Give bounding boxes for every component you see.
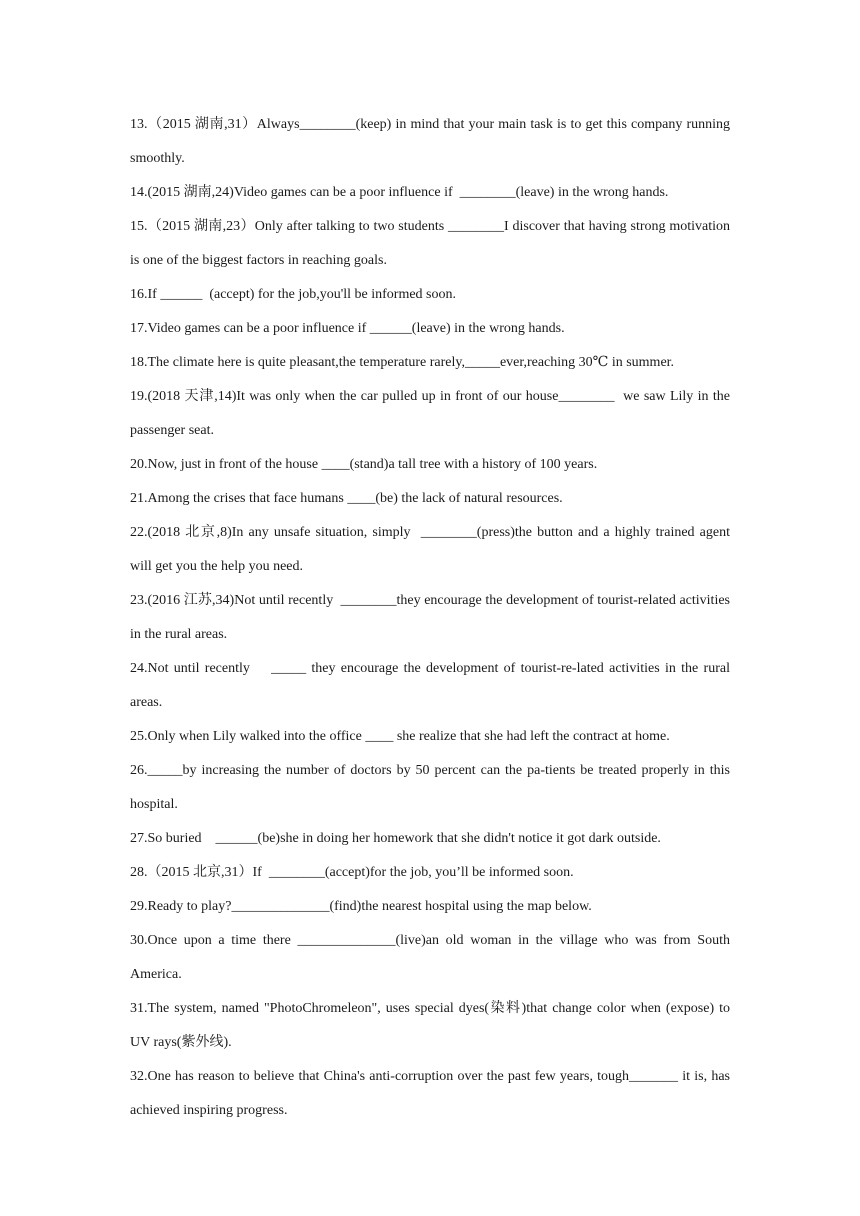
question-25: 25.Only when Lily walked into the office ____ she realize that she had left the contract at home. [130, 729, 670, 744]
question-17: 17.Video games can be a poor influence if ______(leave) in the wrong hands. [130, 321, 565, 336]
question-28: 28.（2015 北京,31）If ________(accept)for the job, you’ll be informed soon. [130, 865, 574, 880]
question-18: 18.The climate here is quite pleasant,the temperature rarely,_____ever,reaching 30℃ in summer. [130, 355, 675, 370]
question-32: 32.One has reason to believe that China's anti-corruption over the past few years, tough_______ it is, has achieved inspiring progress. [130, 1069, 734, 1118]
question-30: 30.Once upon a time there ______________(live)an old woman in the village who was from South America. [130, 933, 733, 982]
question-29: 29.Ready to play?______________(find)the nearest hospital using the map below. [130, 899, 592, 914]
document-page [130, 108, 734, 1128]
question-26: 26._____by increasing the number of doctors by 50 percent can the pa-tients be treated properly in this hospital. [130, 763, 734, 812]
question-15: 15.（2015 湖南,23）Only after talking to two students ________I discover that having strong motivation is one of the biggest factors in reaching goals. [130, 219, 734, 268]
question-20: 20.Now, just in front of the house ____(stand)a tall tree with a history of 100 years. [130, 457, 598, 472]
question-23: 23.(2016 江苏,34)Not until recently ________they encourage the development of tourist-related activities in the rural areas. [130, 593, 734, 642]
question-24: 24.Not until recently _____ they encourage the development of tourist-re-lated activities in the rural areas. [130, 661, 734, 710]
question-31: 31.The system, named "PhotoChromeleon", uses special dyes(染料)that change color when (expose) to UV rays(紫外线). [130, 1001, 734, 1050]
question-21: 21.Among the crises that face humans ____(be) the lack of natural resources. [130, 491, 563, 506]
question-22: 22.(2018 北京,8)In any unsafe situation, simply ________(press)the button and a highly trained agent will get you the help you need. [130, 525, 734, 574]
question-27: 27.So buried ______(be)she in doing her homework that she didn't notice it got dark outside. [130, 831, 661, 846]
question-16: 16.If ______ (accept) for the job,you'll be informed soon. [130, 287, 456, 302]
question-19: 19.(2018 天津,14)It was only when the car pulled up in front of our house________ we saw Lily in the passenger seat. [130, 389, 734, 438]
question-14: 14.(2015 湖南,24)Video games can be a poor influence if ________(leave) in the wrong hands. [130, 185, 669, 200]
question-13: 13.（2015 湖南,31）Always________(keep) in mind that your main task is to get this company running smoothly. [130, 117, 734, 166]
